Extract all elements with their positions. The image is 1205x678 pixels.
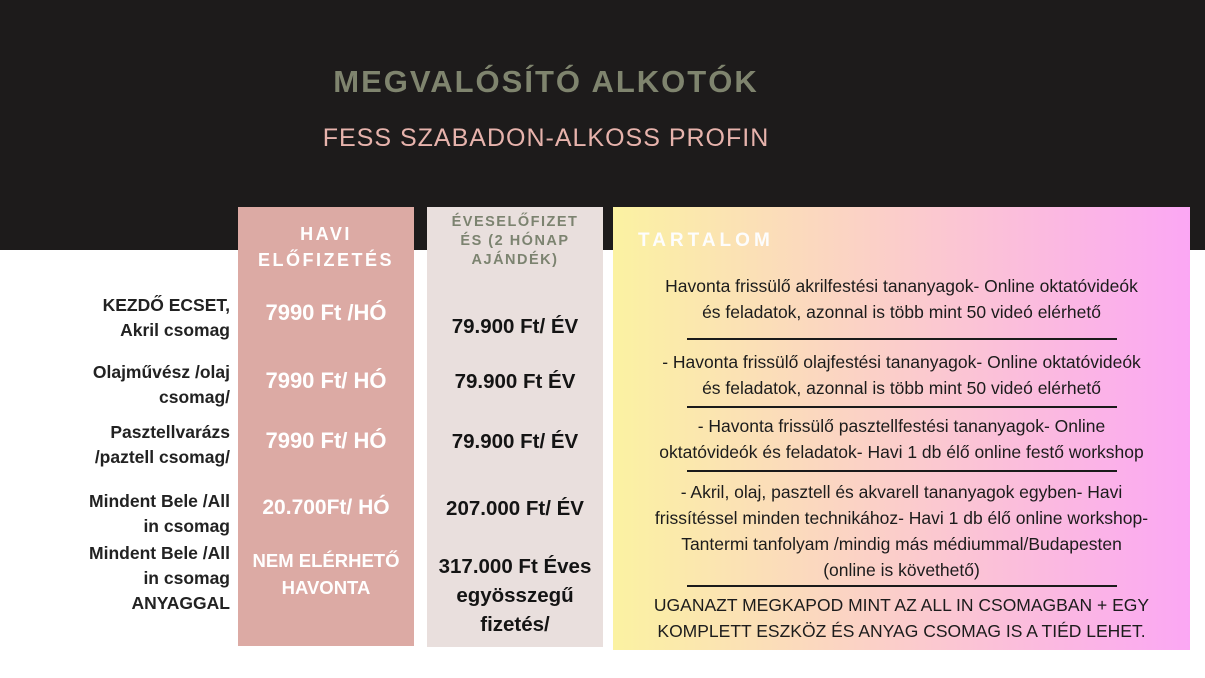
row-label-line: Mindent Bele /All: [89, 543, 230, 563]
content-line: frissítéssel minden technikához- Havi 1 db élő online workshop-: [654, 508, 1149, 528]
monthly-price: [238, 547, 414, 601]
content-column-header: TARTALOM: [638, 230, 774, 251]
monthly-column: [238, 207, 414, 646]
content-cell-all-in: [613, 479, 1190, 557]
content-cell-olaj: [613, 349, 1190, 401]
yearly-price-line: fizetés/: [480, 613, 550, 636]
monthly-price-line: NEM ELÉRHETŐ: [252, 550, 400, 571]
content-cell-akril: [613, 273, 1190, 325]
row-label-line: in csomag: [143, 516, 230, 536]
divider-underline: [687, 406, 1117, 408]
yearly-header-line: AJÁNDÉK): [471, 252, 559, 268]
content-line: - Akril, olaj, pasztell és akvarell tananyagok egyben- Havi: [680, 482, 1123, 502]
content-line: - Havonta frissülő olajfestési tananyagok- Online oktatóvideók: [662, 352, 1141, 372]
row-label-line: ANYAGGAL: [131, 593, 230, 613]
content-note-underlined: (online is követhető): [687, 557, 1117, 587]
yearly-price-line: egyösszegű: [456, 584, 574, 607]
yearly-column: [427, 207, 603, 647]
monthly-header-line: HAVI: [300, 224, 352, 244]
yearly-price-line: 317.000 Ft Éves: [438, 555, 592, 578]
content-line: oktatóvideók és feladatok- Havi 1 db élő online festő workshop: [659, 442, 1144, 462]
yearly-price: 207.000 Ft/ ÉV: [446, 497, 584, 520]
divider-underline: [687, 338, 1117, 340]
content-line: KOMPLETT ESZKÖZ ÉS ANYAG CSOMAG IS A TIÉD LEHET.: [657, 621, 1146, 641]
row-label-line: in csomag: [143, 568, 230, 588]
content-line: Tantermi tanfolyam /mindig más médiummal/Budapesten: [681, 534, 1122, 554]
row-label-line: /paztell csomag/: [94, 447, 230, 467]
content-line: és feladatok, azonnal is több mint 50 videó elérhető: [702, 378, 1101, 398]
yearly-price: 79.900 Ft ÉV: [454, 370, 576, 393]
content-line: Havonta frissülő akrilfestési tananyagok- Online oktatóvideók: [665, 276, 1138, 296]
page-subtitle: FESS SZABADON-ALKOSS PROFIN: [322, 124, 770, 152]
page-title: MEGVALÓSÍTÓ ALKOTÓK: [333, 64, 759, 99]
row-label-line: Akril csomag: [120, 320, 230, 340]
content-line: és feladatok, azonnal is több mint 50 videó elérhető: [702, 302, 1101, 322]
row-label-mindent-bele-anyaggal: [58, 541, 230, 616]
monthly-header-line: ELŐFIZETÉS: [257, 250, 394, 270]
yearly-header-line: ÉS (2 HÓNAP: [460, 233, 570, 249]
divider-underline: [687, 470, 1117, 472]
yearly-column-header: [427, 213, 603, 270]
monthly-price-line: HAVONTA: [281, 577, 371, 598]
row-label-line: KEZDŐ ECSET,: [102, 295, 230, 315]
row-label-olajmuvesz: [58, 360, 230, 410]
monthly-column-header: [238, 221, 414, 273]
yearly-price: [427, 552, 603, 639]
content-cell-all-in-anyaggal: [613, 592, 1190, 644]
row-label-mindent-bele: [58, 489, 230, 539]
content-line: UGANAZT MEGKAPOD MINT AZ ALL IN CSOMAGBAN + EGY: [653, 595, 1150, 615]
row-label-kezdo-ecset: [58, 293, 230, 343]
monthly-price: 7990 Ft /HÓ: [265, 300, 387, 325]
content-line: - Havonta frissülő pasztellfestési tananyagok- Online: [697, 416, 1106, 436]
row-label-line: Pasztellvarázs: [110, 422, 230, 442]
yearly-price: 79.900 Ft/ ÉV: [451, 315, 579, 338]
row-label-line: Mindent Bele /All: [89, 491, 230, 511]
yearly-header-line: ÉVESELŐFIZET: [451, 214, 579, 230]
content-cell-pasztell: [613, 413, 1190, 465]
content-column: [613, 207, 1190, 650]
monthly-price: 20.700Ft/ HÓ: [262, 496, 390, 519]
row-label-pasztellvarazs: [58, 420, 230, 470]
monthly-price: 7990 Ft/ HÓ: [265, 428, 387, 453]
row-label-line: csomag/: [159, 387, 230, 407]
monthly-price: 7990 Ft/ HÓ: [265, 368, 387, 393]
yearly-price: 79.900 Ft/ ÉV: [451, 430, 579, 453]
row-label-line: Olajművész /olaj: [92, 362, 230, 382]
